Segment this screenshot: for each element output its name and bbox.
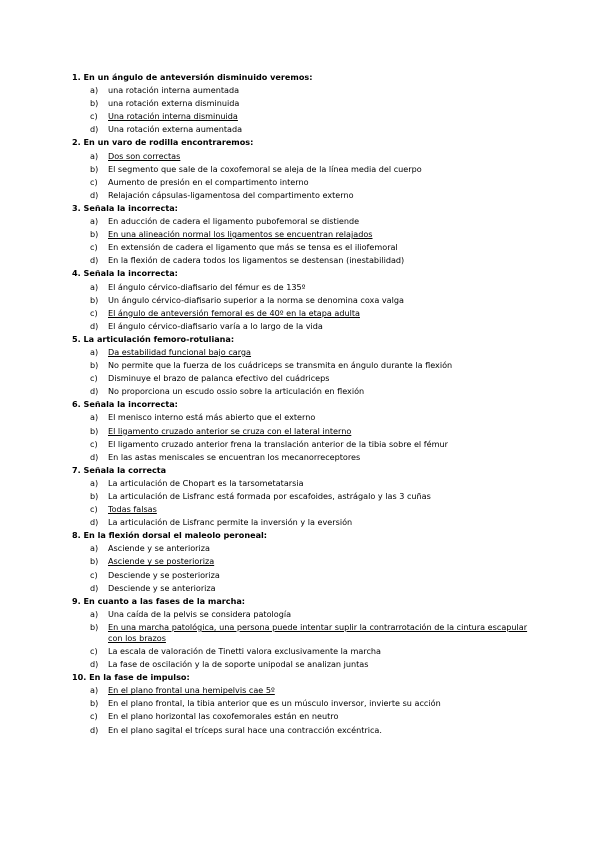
question-title: 1. En un ángulo de anteversión disminuido veremos:: [72, 72, 313, 82]
option-text: La escala de valoración de Tinetti valora exclusivamente la marcha: [108, 645, 381, 656]
option-list: [72, 411, 542, 463]
option-text: No proporciona un escudo ossio sobre la articulación en flexión: [108, 386, 365, 397]
option-text-correct: Una rotación interna disminuida: [108, 111, 238, 122]
option-letter: c): [90, 307, 98, 318]
option-4-a: [72, 281, 542, 294]
question-4: [72, 267, 542, 332]
option-text: Disminuye el brazo de palanca efectivo del cuádriceps: [108, 373, 330, 384]
option-letter: b): [90, 425, 99, 436]
option-2-c: [72, 176, 542, 189]
question-10: [72, 671, 542, 736]
option-list: [72, 608, 542, 671]
option-5-a: [72, 346, 542, 359]
option-letter: a): [90, 150, 99, 161]
question-title: 7. Señala la correcta: [72, 464, 167, 475]
option-letter: b): [90, 621, 99, 632]
option-letter: a): [90, 412, 99, 423]
question-title: 10. En la fase de impulso:: [72, 672, 190, 683]
option-text: En extensión de cadera el ligamento que más se tensa es el iliofemoral: [108, 242, 398, 253]
option-8-c: [72, 569, 542, 582]
option-text: No permite que la fuerza de los cuádriceps se transmita en ángulo durante la flexión: [108, 360, 453, 371]
question-2: [72, 136, 542, 201]
option-text: En las astas meniscales se encuentran los mecanorreceptores: [108, 451, 361, 462]
option-text: En aducción de cadera el ligamento pubofemoral se distiende: [108, 216, 360, 227]
question-title: 9. En cuanto a las fases de la marcha:: [72, 595, 246, 606]
option-6-b: [72, 425, 542, 438]
option-text: La articulación de Chopart es la tarsometatarsia: [108, 477, 304, 488]
option-text-correct: En el plano frontal una hemipelvis cae 5º: [108, 685, 275, 696]
option-list: [72, 281, 542, 333]
option-text: En el plano horizontal las coxofemorales están en neutro: [108, 711, 339, 722]
option-text: Una caída de la pelvis se considera patología: [108, 608, 292, 619]
option-text: Relajación cápsulas-ligamentosa del compartimento externo: [108, 189, 354, 200]
option-3-c: [72, 241, 542, 254]
option-9-a: [72, 608, 542, 621]
option-8-a: [72, 542, 542, 555]
option-letter: c): [90, 711, 98, 722]
option-letter: a): [90, 281, 99, 292]
option-letter: b): [90, 229, 99, 240]
option-letter: c): [90, 242, 98, 253]
option-text-correct: El ángulo de anteversión femoral es de 40º en la etapa adulta: [108, 307, 360, 318]
option-letter: b): [90, 294, 99, 305]
option-6-a: [72, 411, 542, 424]
option-text: En el plano frontal, la tibia anterior que es un músculo inversor, invierte su acción: [108, 698, 441, 709]
option-6-d: [72, 451, 542, 464]
option-letter: a): [90, 685, 99, 696]
question-7: [72, 464, 542, 529]
option-9-d: [72, 658, 542, 671]
option-text: La fase de oscilación y la de soporte unipodal se analizan juntas: [108, 659, 369, 670]
option-8-d: [72, 582, 542, 595]
option-text: Desciende y se posterioriza: [108, 569, 220, 580]
option-letter: c): [90, 569, 98, 580]
option-4-b: [72, 294, 542, 307]
option-text: El ángulo cérvico-diafisario del fémur es de 135º: [108, 281, 306, 292]
option-5-c: [72, 372, 542, 385]
option-10-a: [72, 684, 542, 697]
option-7-b: [72, 490, 542, 503]
option-letter: a): [90, 477, 99, 488]
option-letter: a): [90, 543, 99, 554]
option-text-correct: Dos son correctas: [108, 150, 181, 161]
option-9-b: [72, 621, 542, 645]
option-6-c: [72, 438, 542, 451]
option-text: La articulación de Lisfranc está formada por escafoides, astrágalo y las 3 cuñas: [108, 491, 431, 501]
option-letter: d): [90, 724, 99, 735]
option-10-b: [72, 697, 542, 710]
question-1: [72, 71, 542, 136]
option-7-c: [72, 503, 542, 516]
question-6: [72, 398, 542, 463]
option-7-a: [72, 477, 542, 490]
option-text: Un ángulo cérvico-diafisario superior a la norma se denomina coxa valga: [108, 294, 404, 305]
question-8: [72, 529, 542, 594]
question-3: [72, 202, 542, 267]
question-list: [72, 71, 542, 737]
option-4-d: [72, 320, 542, 333]
option-letter: c): [90, 645, 98, 656]
option-2-a: [72, 150, 542, 163]
option-letter: c): [90, 176, 98, 187]
option-letter: d): [90, 659, 99, 670]
option-list: [72, 150, 542, 202]
option-text: una rotación externa disminuida: [108, 98, 240, 109]
question-title: 4. Señala la incorrecta:: [72, 268, 178, 279]
option-letter: d): [90, 189, 99, 200]
option-letter: a): [90, 608, 99, 619]
question-title: 6. Señala la incorrecta:: [72, 399, 178, 410]
option-letter: a): [90, 346, 99, 357]
option-letter: d): [90, 386, 99, 397]
question-9: [72, 595, 542, 671]
option-text-correct: En una marcha patológica, una persona puede intentar suplir la contrarrotación de la cintura escapular con los brazos: [108, 621, 528, 644]
option-letter: d): [90, 517, 99, 528]
option-text: El menisco interno está más abierto que el externo: [108, 412, 316, 423]
option-text-correct: En una alineación normal los ligamentos se encuentran relajados: [108, 229, 373, 240]
option-1-b: [72, 97, 542, 110]
option-text: El ligamento cruzado anterior frena la translación anterior de la tibia sobre el fémur: [108, 438, 448, 449]
option-2-d: [72, 189, 542, 202]
option-letter: b): [90, 556, 99, 567]
option-list: [72, 477, 542, 529]
option-text: La articulación de Lisfranc permite la inversión y la eversión: [108, 517, 353, 528]
option-text-correct: El ligamento cruzado anterior se cruza con el lateral interno: [108, 425, 352, 436]
option-text: Asciende y se anterioriza: [108, 543, 210, 554]
option-1-c: [72, 110, 542, 123]
option-text: El ángulo cérvico-diafisario varía a lo largo de la vida: [108, 320, 323, 331]
option-1-d: [72, 123, 542, 136]
option-letter: c): [90, 438, 98, 449]
option-4-c: [72, 307, 542, 320]
option-3-a: [72, 215, 542, 228]
option-letter: d): [90, 255, 99, 266]
option-1-a: [72, 84, 542, 97]
option-letter: a): [90, 85, 99, 96]
option-text: Una rotación externa aumentada: [108, 124, 243, 135]
option-letter: b): [90, 163, 99, 174]
option-text: Aumento de presión en el compartimento interno: [108, 176, 309, 187]
option-letter: d): [90, 320, 99, 331]
option-text-correct: Asciende y se posterioriza: [108, 556, 215, 567]
option-letter: c): [90, 504, 98, 515]
option-7-d: [72, 516, 542, 529]
option-letter: b): [90, 360, 99, 371]
option-letter: b): [90, 491, 99, 501]
option-letter: c): [90, 373, 98, 384]
option-letter: d): [90, 582, 99, 593]
option-text-correct: Da estabilidad funcional bajo carga: [108, 346, 252, 357]
question-title: 8. En la flexión dorsal el maleolo peroneal:: [72, 530, 268, 541]
option-list: [72, 215, 542, 267]
option-text: En el plano sagital el tríceps sural hace una contracción excéntrica.: [108, 724, 382, 735]
option-3-b: [72, 228, 542, 241]
option-letter: b): [90, 698, 99, 709]
option-text-correct: Todas falsas: [108, 504, 157, 515]
option-letter: d): [90, 451, 99, 462]
option-5-b: [72, 359, 542, 372]
option-letter: c): [90, 111, 98, 122]
option-text: El segmento que sale de la coxofemoral se aleja de la línea media del cuerpo: [108, 163, 422, 174]
option-letter: a): [90, 216, 99, 227]
question-title: 2. En un varo de rodilla encontraremos:: [72, 137, 254, 148]
option-9-c: [72, 645, 542, 658]
option-list: [72, 684, 542, 736]
option-5-d: [72, 385, 542, 398]
option-list: [72, 84, 542, 136]
question-5: [72, 333, 542, 398]
option-3-d: [72, 254, 542, 267]
option-2-b: [72, 163, 542, 176]
option-letter: d): [90, 124, 99, 135]
option-text: En la flexión de cadera todos los ligamentos se destensan (inestabilidad): [108, 255, 405, 266]
option-letter: b): [90, 98, 99, 109]
option-10-d: [72, 724, 542, 737]
option-text: una rotación interna aumentada: [108, 85, 240, 96]
option-8-b: [72, 555, 542, 568]
question-title: 3. Señala la incorrecta:: [72, 202, 178, 213]
option-list: [72, 346, 542, 398]
option-text: Desciende y se anterioriza: [108, 582, 216, 593]
option-10-c: [72, 710, 542, 723]
option-list: [72, 542, 542, 594]
question-title: 5. La articulación femoro-rotuliana:: [72, 333, 235, 344]
